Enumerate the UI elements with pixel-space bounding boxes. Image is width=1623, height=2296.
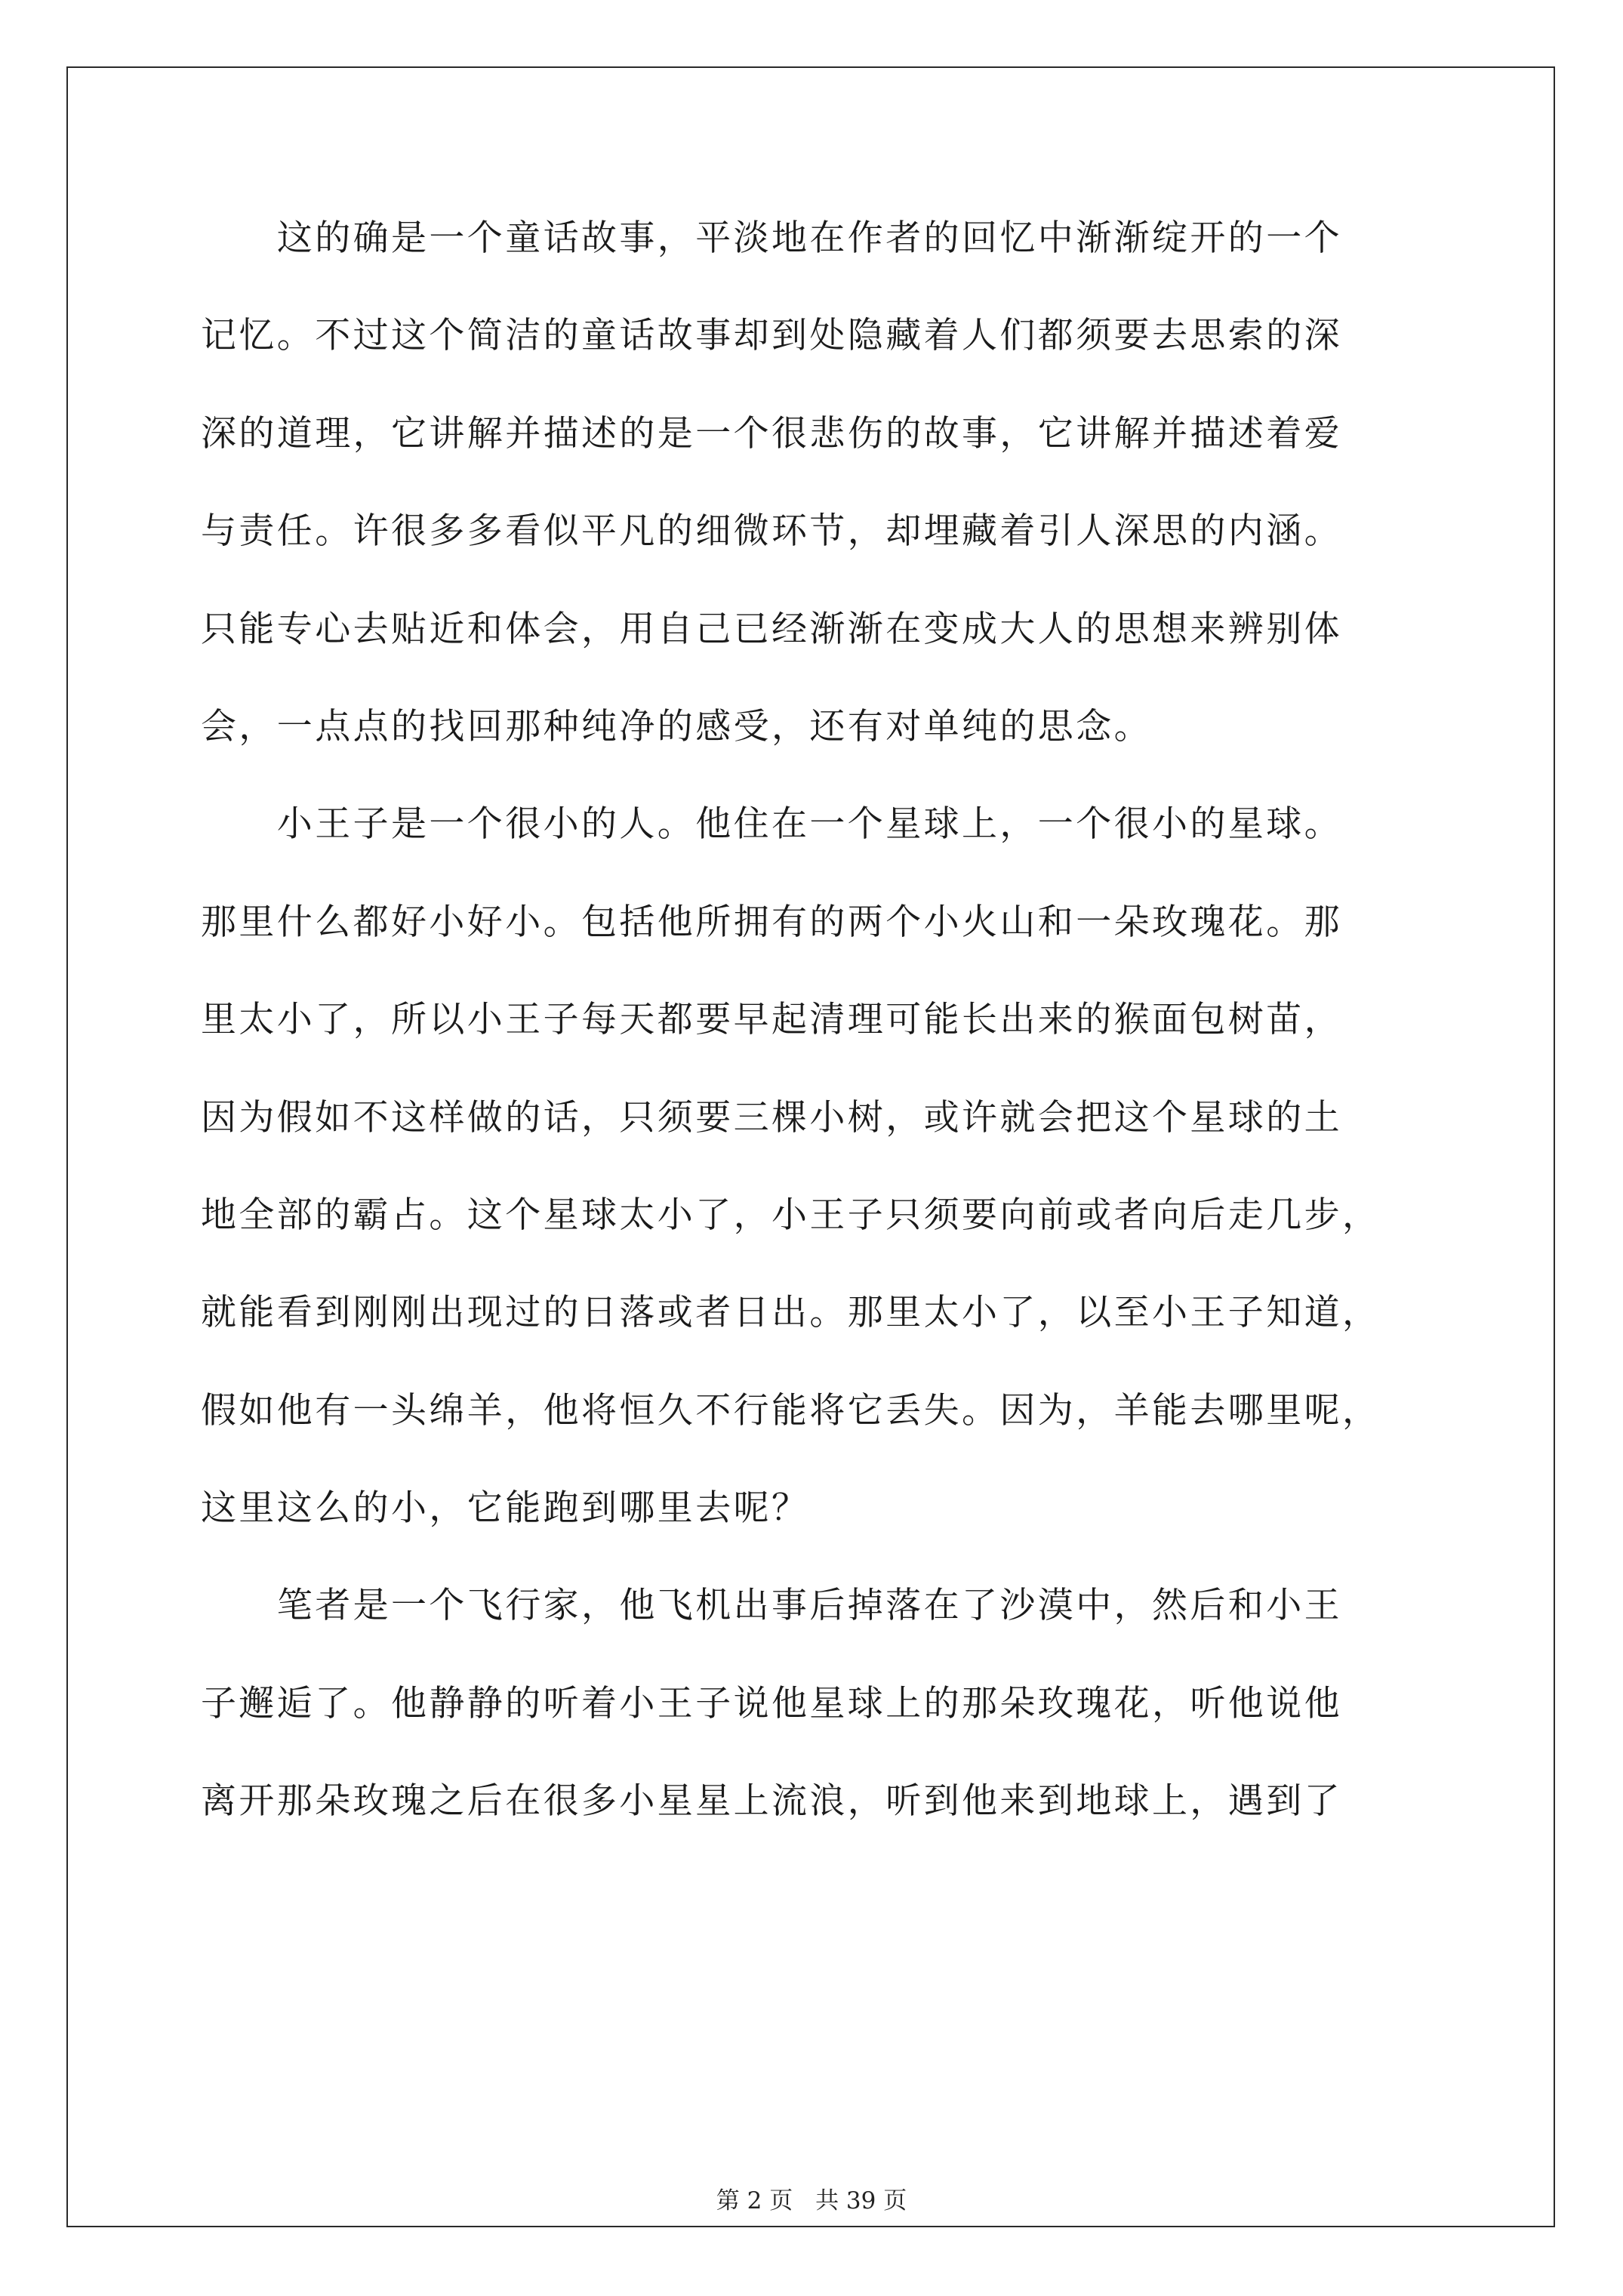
text-line: 子邂逅了。他静静的听着小王子说他星球上的那朵玫瑰花，听他说他: [201, 1682, 1342, 1724]
text-line: 会，一点点的找回那种纯净的感受，还有对单纯的思念。: [201, 705, 1152, 747]
text-line: 这的确是一个童话故事，平淡地在作者的回忆中渐渐绽开的一个: [201, 217, 1342, 259]
text-line: 小王子是一个很小的人。他住在一个星球上，一个很小的星球。: [201, 803, 1342, 846]
text-line: 那里什么都好小好小。包括他所拥有的两个小火山和一朵玫瑰花。那: [201, 901, 1342, 943]
document-body: [201, 214, 1433, 1875]
page-number: 第 2 页: [716, 2187, 793, 2214]
text-line: 记忆。不过这个简洁的童话故事却到处隐藏着人们都须要去思索的深: [201, 315, 1342, 357]
text-line: 笔者是一个飞行家，他飞机出事后掉落在了沙漠中，然后和小王: [201, 1585, 1342, 1627]
text-line: 这里这么的小，它能跑到哪里去呢？: [201, 1487, 810, 1530]
text-line: 就能看到刚刚出现过的日落或者日出。那里太小了，以至小王子知道，: [201, 1292, 1381, 1334]
text-line: 因为假如不这样做的话，只须要三棵小树，或许就会把这个星球的土: [201, 1096, 1342, 1139]
text-line: 地全部的霸占。这个星球太小了，小王子只须要向前或者向后走几步，: [201, 1194, 1381, 1236]
text-line: 假如他有一头绵羊，他将恒久不行能将它丢失。因为，羊能去哪里呢，: [201, 1389, 1381, 1432]
text-line: 只能专心去贴近和体会，用自己已经渐渐在变成大人的思想来辨别体: [201, 608, 1342, 650]
page-total: 共 39 页: [815, 2187, 907, 2214]
page-footer: [0, 2186, 1623, 2216]
text-line: 离开那朵玫瑰之后在很多小星星上流浪，听到他来到地球上，遇到了: [201, 1780, 1342, 1823]
text-line: 深的道理，它讲解并描述的是一个很悲伤的故事，它讲解并描述着爱: [201, 412, 1342, 455]
text-line: 里太小了，所以小王子每天都要早起清理可能长出来的猴面包树苗，: [201, 999, 1342, 1041]
text-line: 与责任。许很多多看似平凡的细微环节，却埋藏着引人深思的内涵。: [201, 510, 1342, 553]
